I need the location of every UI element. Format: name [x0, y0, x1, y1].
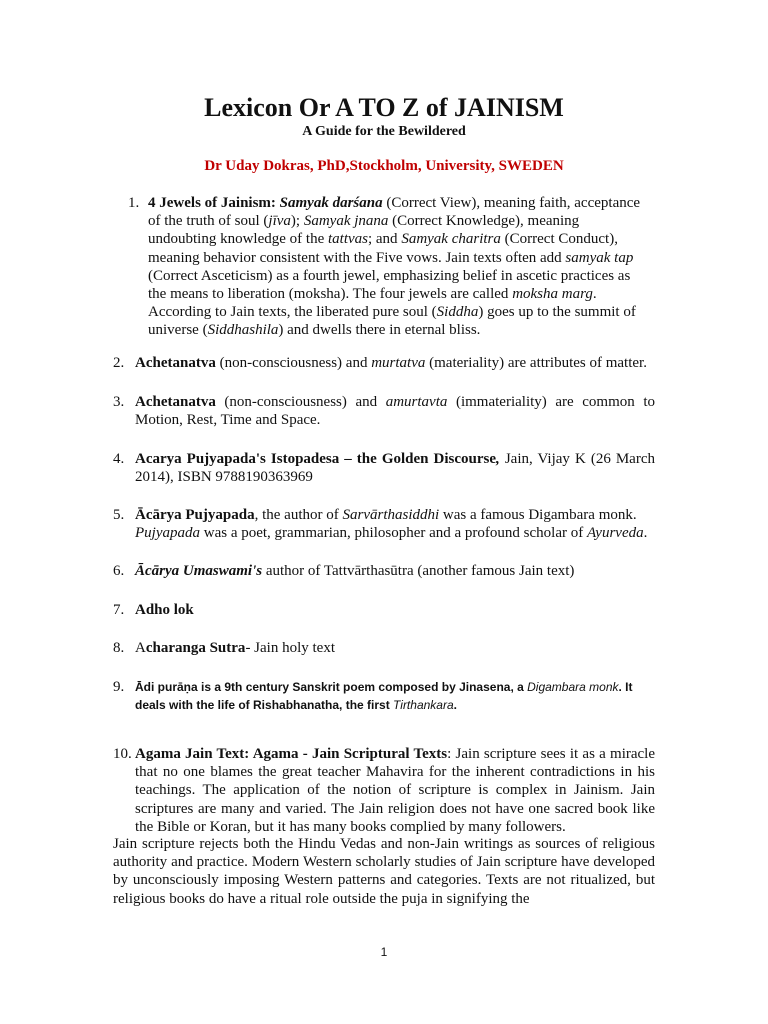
text-run: Achetanatva [135, 355, 216, 371]
text-run: Sarvārthasiddhi [342, 507, 440, 523]
text-run: Samyak charitra [401, 231, 501, 248]
text-run: ; and [367, 231, 402, 248]
page-number: 1 [380, 945, 388, 959]
text-run: . [453, 698, 457, 712]
text-run: Pujyapada [135, 525, 200, 542]
text-run: Achetanatva [135, 394, 216, 410]
text-run: . According to Jain texts, the liberated pure soul ( [148, 286, 597, 321]
text-run: . [643, 525, 648, 542]
text-run: Ayurveda [586, 525, 644, 542]
text-run: . It deals with the life of Rishabhanatha, the first [135, 680, 633, 712]
text-run: Acarya Pujyapada's Istopadesa – the Golden Discourse [135, 451, 497, 467]
entry-text [135, 678, 655, 714]
text-run: (non-consciousness) and [215, 394, 386, 410]
entry-number: 8. [113, 640, 125, 656]
entry-number: 4. [113, 451, 125, 467]
text-run: murtatva [371, 355, 426, 371]
text-run: (Correct Conduct), meaning behavior consistent with the Five vows. Jain texts often add [148, 231, 618, 266]
text-run: Ācārya Pujyapada [135, 507, 255, 523]
text-run: Digambara monk [527, 680, 619, 694]
text-run: - Jain holy text [245, 640, 336, 656]
text-run: (Correct View), meaning faith, acceptance of the truth of soul ( [148, 195, 641, 230]
entry-text [135, 562, 655, 580]
document-subtitle: A Guide for the Bewildered [302, 124, 466, 139]
entry-text [135, 393, 655, 429]
entry-number: 5. [113, 507, 125, 523]
text-run: samyak tap [565, 249, 634, 266]
text-run: Adho lok [135, 602, 194, 618]
text-run: charanga Sutra [145, 640, 246, 656]
text-run: ) and dwells there in eternal bliss. [278, 322, 481, 339]
entry-number: 2. [113, 355, 125, 371]
entry-number: 10. [113, 746, 132, 762]
entry-text [135, 450, 655, 486]
entry-text [135, 745, 655, 836]
entry-number: 6. [113, 563, 125, 579]
entry-number: 1. [128, 195, 140, 211]
text-run: moksha marg [512, 286, 593, 303]
entry-number: 3. [113, 394, 125, 410]
text-run: Jain, Vijay K (26 March 2014), ISBN 9788190363969 [135, 451, 655, 486]
entry-text [135, 354, 655, 372]
text-run: Ādi purāṇa is a 9th century Sanskrit poem composed by Jinasena, a [135, 680, 528, 694]
text-run: Agama Jain Text: Agama - Jain Scriptural Texts [135, 746, 448, 762]
text-run: Tirthankara [393, 698, 454, 712]
text-run: 4 Jewels of Jainism: [148, 195, 280, 211]
text-run: (materiality) are attributes of matter. [425, 355, 647, 371]
text-run: Samyak jnana [303, 213, 389, 230]
text-run: Ācārya Umaswami's [135, 563, 263, 579]
document-title: Lexicon Or A TO Z of JAINISM [204, 93, 564, 122]
author-line: Dr Uday Dokras, PhD,Stockholm, University, SWEDEN [204, 158, 564, 174]
entry-number: 9. [113, 679, 125, 695]
text-run: (Correct Asceticism) as a fourth jewel, emphasizing belief in ascetic practices as the means to liberation (moksha). The four jewels are called [148, 267, 631, 303]
text-run: : Jain scripture sees it as a miracle that no one blames the great teacher Mahavira for the inherent contradictions in his teachings. The application of the notion of scripture is complex in Jainism. Jain scriptures are many and varied. The Jain religion does not have one sacred book like the Bible or Koran, but it has many books complied by many followers. [135, 746, 655, 835]
text-run: tattvas [327, 231, 368, 248]
entry-text [148, 194, 648, 340]
entry-number: 7. [113, 602, 125, 618]
text-run: , the author of [254, 507, 343, 523]
entry-text [135, 639, 655, 657]
continuation-paragraph: Jain scripture rejects both the Hindu Vedas and non-Jain writings as sources of religious authority and practice. Modern Western scholarly studies of Jain scripture have developed by unconsciously imposing Western patterns and categories. Texts are not ritualized, but religious books do have a ritual role outside the puja in signifying the [113, 836, 655, 907]
text-run: ) goes up to the summit of universe ( [148, 304, 636, 339]
text-run: was a famous Digambara monk. [439, 507, 637, 523]
text-run: was a poet, grammarian, philosopher and a profound scholar of [200, 525, 587, 542]
text-run: author of Tattvārthasūtra (another famous Jain text) [262, 563, 575, 579]
text-run: , [496, 451, 500, 467]
text-run: (immateriality) are common to Motion, Rest, Time and Space. [135, 394, 655, 429]
text-run: Siddhashila [207, 322, 279, 339]
text-run: jīva [268, 213, 291, 230]
entry-text [135, 601, 655, 619]
text-run: (Correct Knowledge), meaning undoubting knowledge of the [148, 213, 580, 248]
entry-text [135, 506, 655, 542]
text-run: amurtavta [385, 394, 448, 410]
text-run: Siddha [436, 304, 479, 321]
text-run: Samyak darśana [279, 195, 383, 211]
text-run: (non-consciousness) and [215, 355, 372, 371]
text-run: A [135, 640, 146, 656]
text-run: ); [290, 213, 304, 230]
